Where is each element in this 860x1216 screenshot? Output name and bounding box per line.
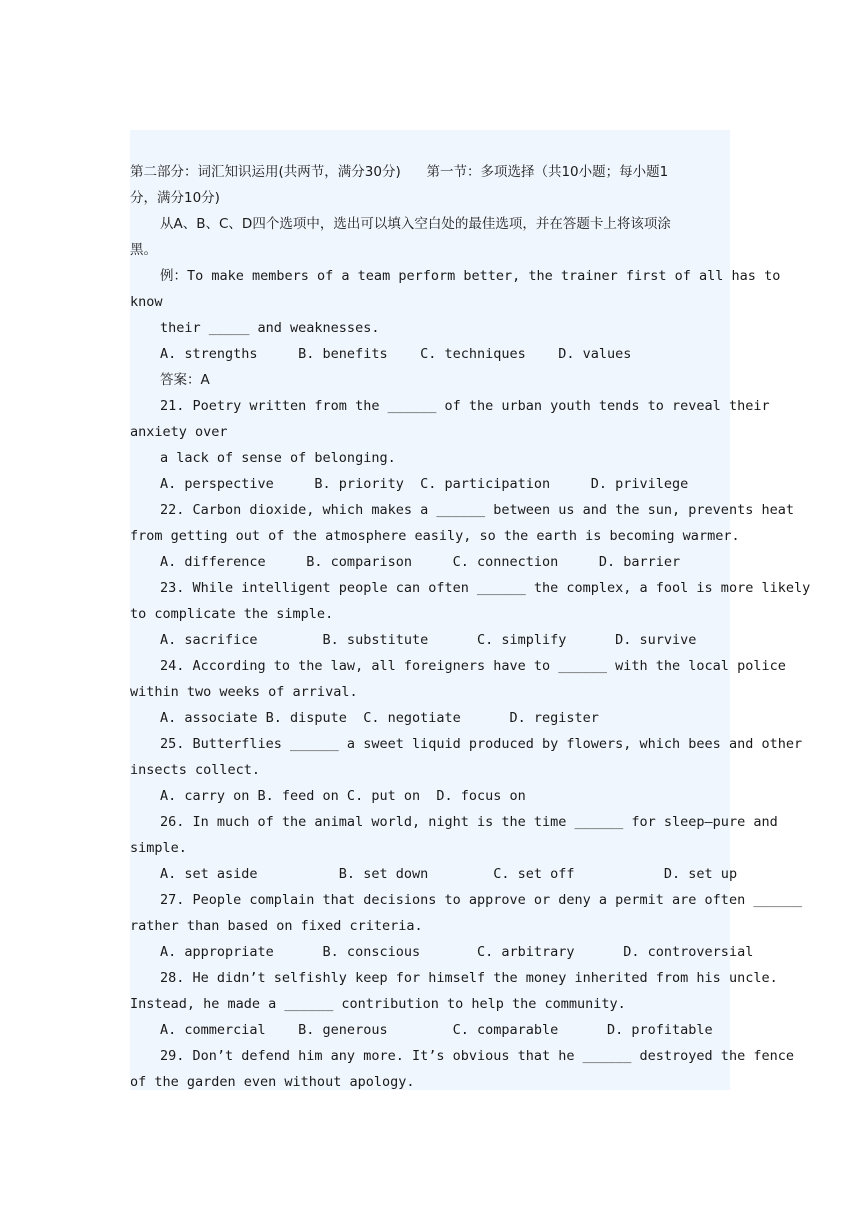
question-26-options: A. set aside B. set down C. set off D. set up — [160, 866, 738, 882]
question-27-options: A. appropriate B. conscious C. arbitrary D. controversial — [160, 944, 754, 960]
question-21-options: A. perspective B. priority C. participation D. privilege — [160, 476, 689, 492]
example-stem-line-2: know — [130, 294, 163, 310]
question-21-line-2: anxiety over — [130, 424, 228, 440]
question-28-line-2: Instead, he made a ______ contribution to help the community. — [130, 996, 626, 1012]
question-24-line-1: 24. According to the law, all foreigners have to ______ with the local police — [160, 658, 786, 674]
instructions-line-1: 从A、B、C、D四个选项中，选出可以填入空白处的最佳选项，并在答题卡上将该项涂 — [160, 216, 671, 232]
question-29-line-1: 29. Don’t defend him any more. It’s obvious that he ______ destroyed the fence — [160, 1048, 794, 1064]
question-25-line-2: insects collect. — [130, 762, 261, 778]
question-22-line-2: from getting out of the atmosphere easily, so the earth is becoming warmer. — [130, 528, 740, 544]
question-23-line-1: 23. While intelligent people can often ______ the complex, a fool is more likely — [160, 580, 811, 596]
question-22-line-1: 22. Carbon dioxide, which makes a ______ between us and the sun, prevents heat — [160, 502, 794, 518]
question-27-line-2: rather than based on fixed criteria. — [130, 918, 423, 934]
question-28-line-1: 28. He didn’t selfishly keep for himself the money inherited from his uncle. — [160, 970, 778, 986]
question-28-options: A. commercial B. generous C. comparable D. profitable — [160, 1022, 713, 1038]
question-23-line-2: to complicate the simple. — [130, 606, 334, 622]
question-26-line-2: simple. — [130, 840, 187, 856]
section-header-line-2: 分，满分10分) — [130, 190, 220, 206]
example-stem-line-3: their _____ and weaknesses. — [160, 320, 380, 336]
question-29-line-2: of the garden even without apology. — [130, 1074, 415, 1090]
question-26-line-1: 26. In much of the animal world, night is the time ______ for sleep—pure and — [160, 814, 778, 830]
question-24-line-2: within two weeks of arrival. — [130, 684, 358, 700]
question-24-options: A. associate B. dispute C. negotiate D. register — [160, 710, 599, 726]
section-header-line-1: 第二部分：词汇知识运用(共两节，满分30分) 第一节：多项选择（共10小题；每小题1 — [130, 164, 669, 180]
question-21-line-3: a lack of sense of belonging. — [160, 450, 396, 466]
example-stem-line-1: 例：To make members of a team perform better, the trainer first of all has to — [160, 268, 781, 284]
question-22-options: A. difference B. comparison C. connection D. barrier — [160, 554, 681, 570]
example-options: A. strengths B. benefits C. techniques D. values — [160, 346, 632, 362]
question-21-line-1: 21. Poetry written from the ______ of the urban youth tends to reveal their — [160, 398, 770, 414]
question-25-line-1: 25. Butterflies ______ a sweet liquid produced by flowers, which bees and other — [160, 736, 803, 752]
question-23-options: A. sacrifice B. substitute C. simplify D. survive — [160, 632, 697, 648]
question-25-options: A. carry on B. feed on C. put on D. focus on — [160, 788, 526, 804]
instructions-line-2: 黑。 — [130, 242, 157, 258]
question-27-line-1: 27. People complain that decisions to approve or deny a permit are often ______ — [160, 892, 803, 908]
example-answer: 答案：A — [160, 372, 210, 388]
